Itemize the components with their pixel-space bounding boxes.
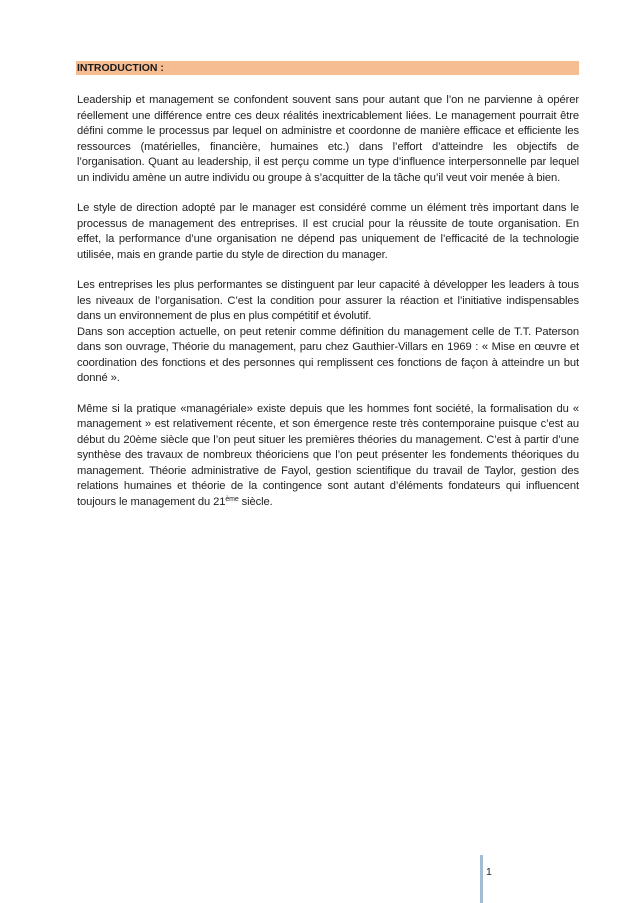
paragraph-management-style: Le style de direction adopté par le manager est considéré comme un élément très important dans le processus de management des entreprises. Il est crucial pour la réussite de toute organisation. En effet, la performance d’une organisation ne dépend pas uniquement de l’efficacité de la technologie utilisée, mais en grande partie du style de direction du manager. (77, 202, 579, 261)
history-text: Même si la pratique «managériale» existe depuis que les hommes font société, la formalisation du « management » est relativement récente, et son émergence reste très contemporaine puisque c’est au début du 20ème siècle que l’on peut situer les premières théories du management. C’est à partir d’une synthèse des travaux de nombreux théoriciens que l’on peut présenter les fondements théoriques du management. Théorie administrative de Fayol, gestion scientifique du travail de Taylor, gestion des relations humaines et théorie de la contingence sont autant d’éléments fondateurs qui influencent toujours le management du 21 (77, 402, 579, 508)
page-number: 1 (486, 866, 492, 878)
body-text (77, 93, 579, 525)
paragraph-leadership-management: Leadership et management se confondent souvent sans pour autant que l’on ne parvienne à opérer réellement une différence entre ces deux réalités inextricablement liées. Le management pourrait être défini comme le processus par lequel on administre et coordonne de manière efficace et efficiente les ressources (matérielles, financière, humaines etc.) dans l’effort d’atteindre les objectifs de l’organisation. Quant au leadership, il est perçu comme un type d’influence interpersonnelle par lequel un individu amène un autre individu ou groupe à s’acquitter de la tâche qu’il veut voir menée à bien. (77, 94, 579, 184)
superscript-eme: ème (225, 495, 239, 503)
paragraph-management-history (77, 402, 579, 511)
history-text-end: siècle. (238, 495, 273, 508)
section-heading: INTRODUCTION : (76, 61, 579, 75)
footer-rule (480, 855, 483, 903)
paragraph-management-definition: Dans son acception actuelle, on peut retenir comme définition du management celle de T.T. Paterson dans son ouvrage, Théorie du management, paru chez Gauthier-Villars en 1969 : « Mise en œuvre et coordination des fonctions et des personnes qui remplissent ces fonctions de façon à atteindre un but donné ». (77, 325, 579, 384)
paragraph-performing-companies: Les entreprises les plus performantes se distinguent par leur capacité à développer les leaders à tous les niveaux de l’organisation. C’est la condition pour assurer la réaction et l’initiative indispensables dans un environnement de plus en plus compétitif et évolutif. (77, 279, 579, 322)
